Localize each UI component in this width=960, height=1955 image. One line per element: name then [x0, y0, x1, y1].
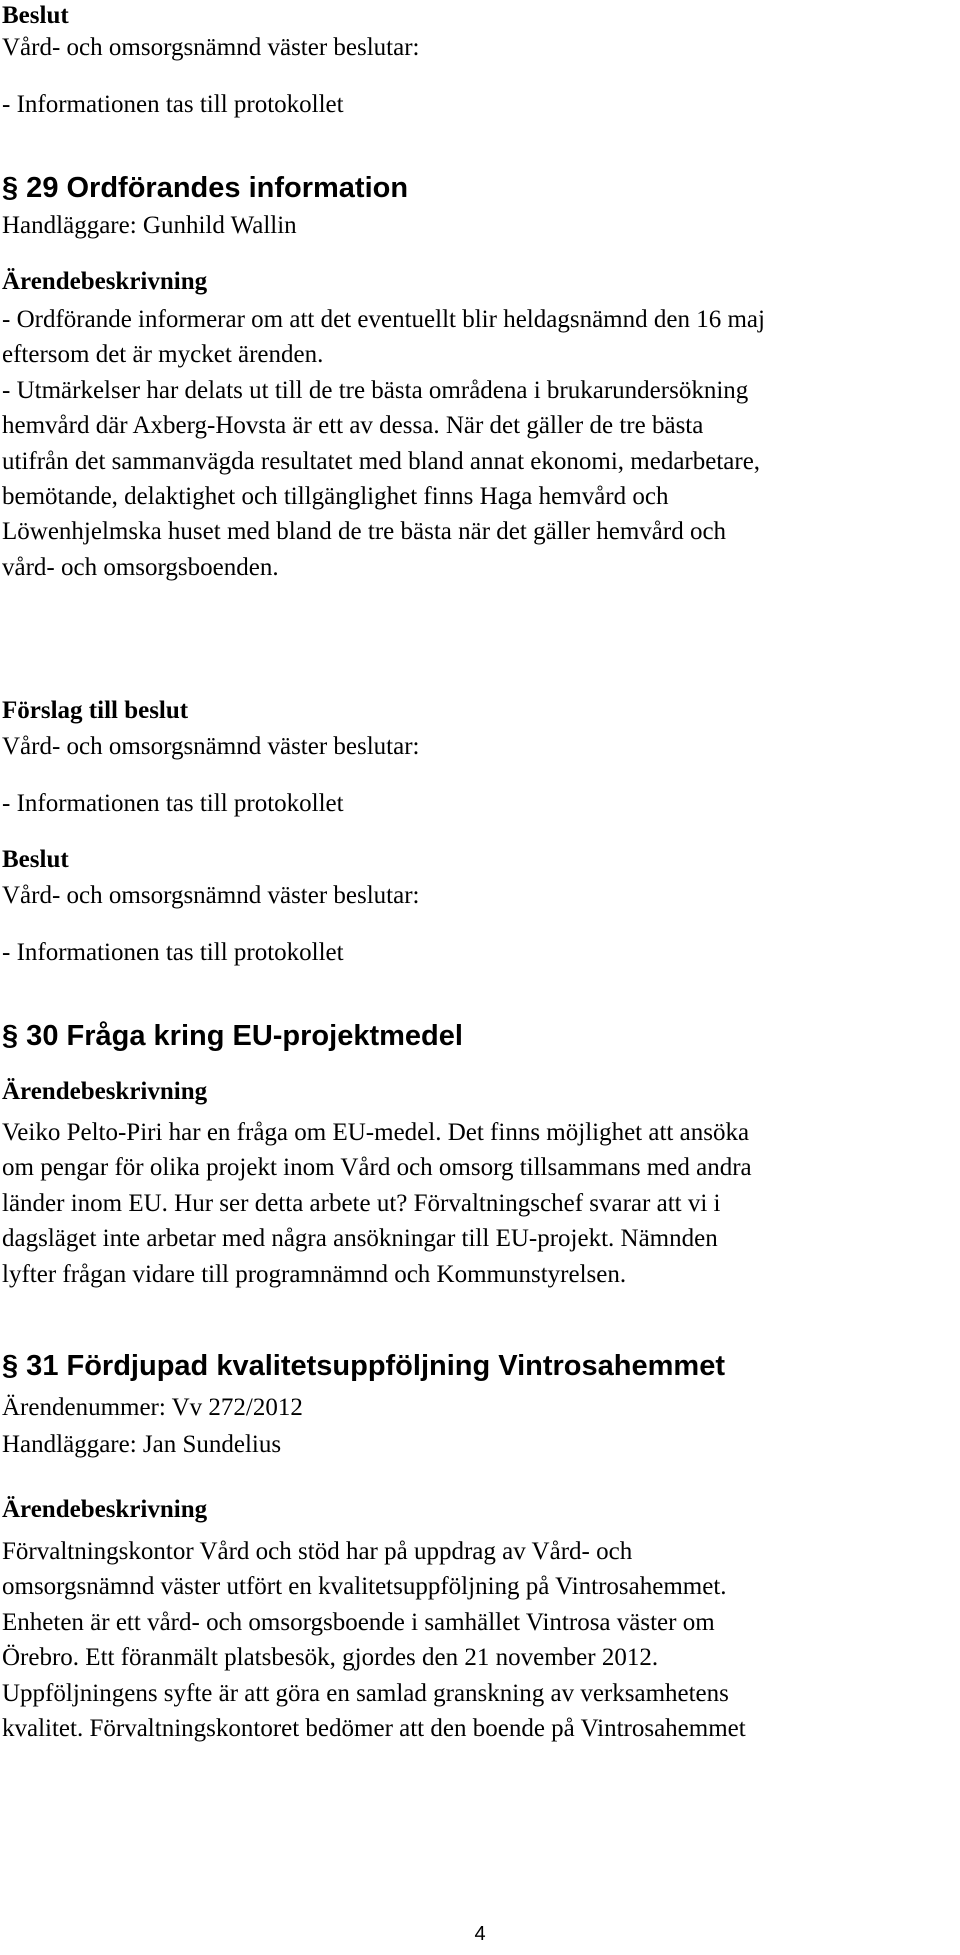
- description-line: Löwenhjelmska huset med bland de tre bästa när det gäller hemvård och: [2, 518, 727, 546]
- section-29-description: [2, 302, 958, 585]
- description-line: utifrån det sammanvägda resultatet med bland annat ekonomi, medarbetare,: [2, 447, 761, 475]
- proposal-line: Vård- och omsorgsnämnd väster beslutar:: [2, 733, 420, 760]
- description-line: om pengar för olika projekt inom Vård och omsorg tillsammans med andra: [2, 1154, 752, 1182]
- section-29-handler: Handläggare: Gunhild Wallin: [2, 212, 297, 239]
- section-30-description-heading: Ärendebeskrivning: [2, 1078, 208, 1105]
- description-line: länder inom EU. Hur ser detta arbete ut? Förvaltningschef svarar att vi i: [2, 1189, 721, 1217]
- description-line: Uppföljningens syfte är att göra en samlad granskning av verksamhetens: [2, 1679, 729, 1707]
- description-line: Örebro. Ett föranmält platsbesök, gjordes den 21 november 2012.: [2, 1644, 659, 1672]
- section-31-case-number: Ärendenummer: Vv 272/2012: [2, 1394, 303, 1421]
- decision-heading: Beslut: [2, 2, 69, 29]
- decision-item: - Informationen tas till protokollet: [2, 91, 344, 118]
- proposal-heading: Förslag till beslut: [2, 697, 189, 724]
- section-29-decision-line: Vård- och omsorgsnämnd väster beslutar:: [2, 882, 420, 909]
- description-line: vård- och omsorgsboenden.: [2, 553, 279, 581]
- description-line: Förvaltningskontor Vård och stöd har på uppdrag av Vård- och: [2, 1538, 633, 1565]
- decision-line: Vård- och omsorgsnämnd väster beslutar:: [2, 34, 420, 61]
- section-31-description: [2, 1534, 958, 1746]
- section-31-description-heading: Ärendebeskrivning: [2, 1496, 208, 1523]
- section-30-description: [2, 1115, 958, 1292]
- description-line: - Ordförande informerar om att det eventuellt blir heldagsnämnd den 16 maj: [2, 306, 765, 333]
- section-31-handler: Handläggare: Jan Sundelius: [2, 1431, 282, 1458]
- description-line: eftersom det är mycket ärenden.: [2, 341, 324, 369]
- description-line: bemötande, delaktighet och tillgänglighet finns Haga hemvård och: [2, 483, 669, 511]
- description-line: omsorgsnämnd väster utfört en kvalitetsuppföljning på Vintrosahemmet.: [2, 1573, 727, 1601]
- description-line: dagsläget inte arbetar med några ansökningar till EU-projekt. Nämnden: [2, 1225, 718, 1253]
- section-31-title: § 31 Fördjupad kvalitetsuppföljning Vintrosahemmet: [2, 1350, 725, 1382]
- description-line: hemvård där Axberg-Hovsta är ett av dessa. När det gäller de tre bästa: [2, 412, 704, 440]
- section-29-decision-item: - Informationen tas till protokollet: [2, 939, 344, 966]
- description-line: lyfter frågan vidare till programnämnd och Kommunstyrelsen.: [2, 1260, 627, 1288]
- description-line: Veiko Pelto-Piri har en fråga om EU-medel. Det finns möjlighet att ansöka: [2, 1119, 750, 1146]
- description-line: - Utmärkelser har delats ut till de tre bästa områdena i brukarundersökning: [2, 376, 749, 404]
- section-30-title: § 30 Fråga kring EU-projektmedel: [2, 1020, 463, 1052]
- page-number: 4: [474, 1923, 486, 1945]
- section-29-decision-heading: Beslut: [2, 846, 69, 873]
- section-29-description-heading: Ärendebeskrivning: [2, 268, 208, 295]
- proposal-item: - Informationen tas till protokollet: [2, 790, 344, 817]
- description-line: Enheten är ett vård- och omsorgsboende i samhället Vintrosa väster om: [2, 1608, 715, 1636]
- description-line: kvalitet. Förvaltningskontoret bedömer att den boende på Vintrosahemmet: [2, 1715, 746, 1743]
- section-29-title: § 29 Ordförandes information: [2, 172, 409, 204]
